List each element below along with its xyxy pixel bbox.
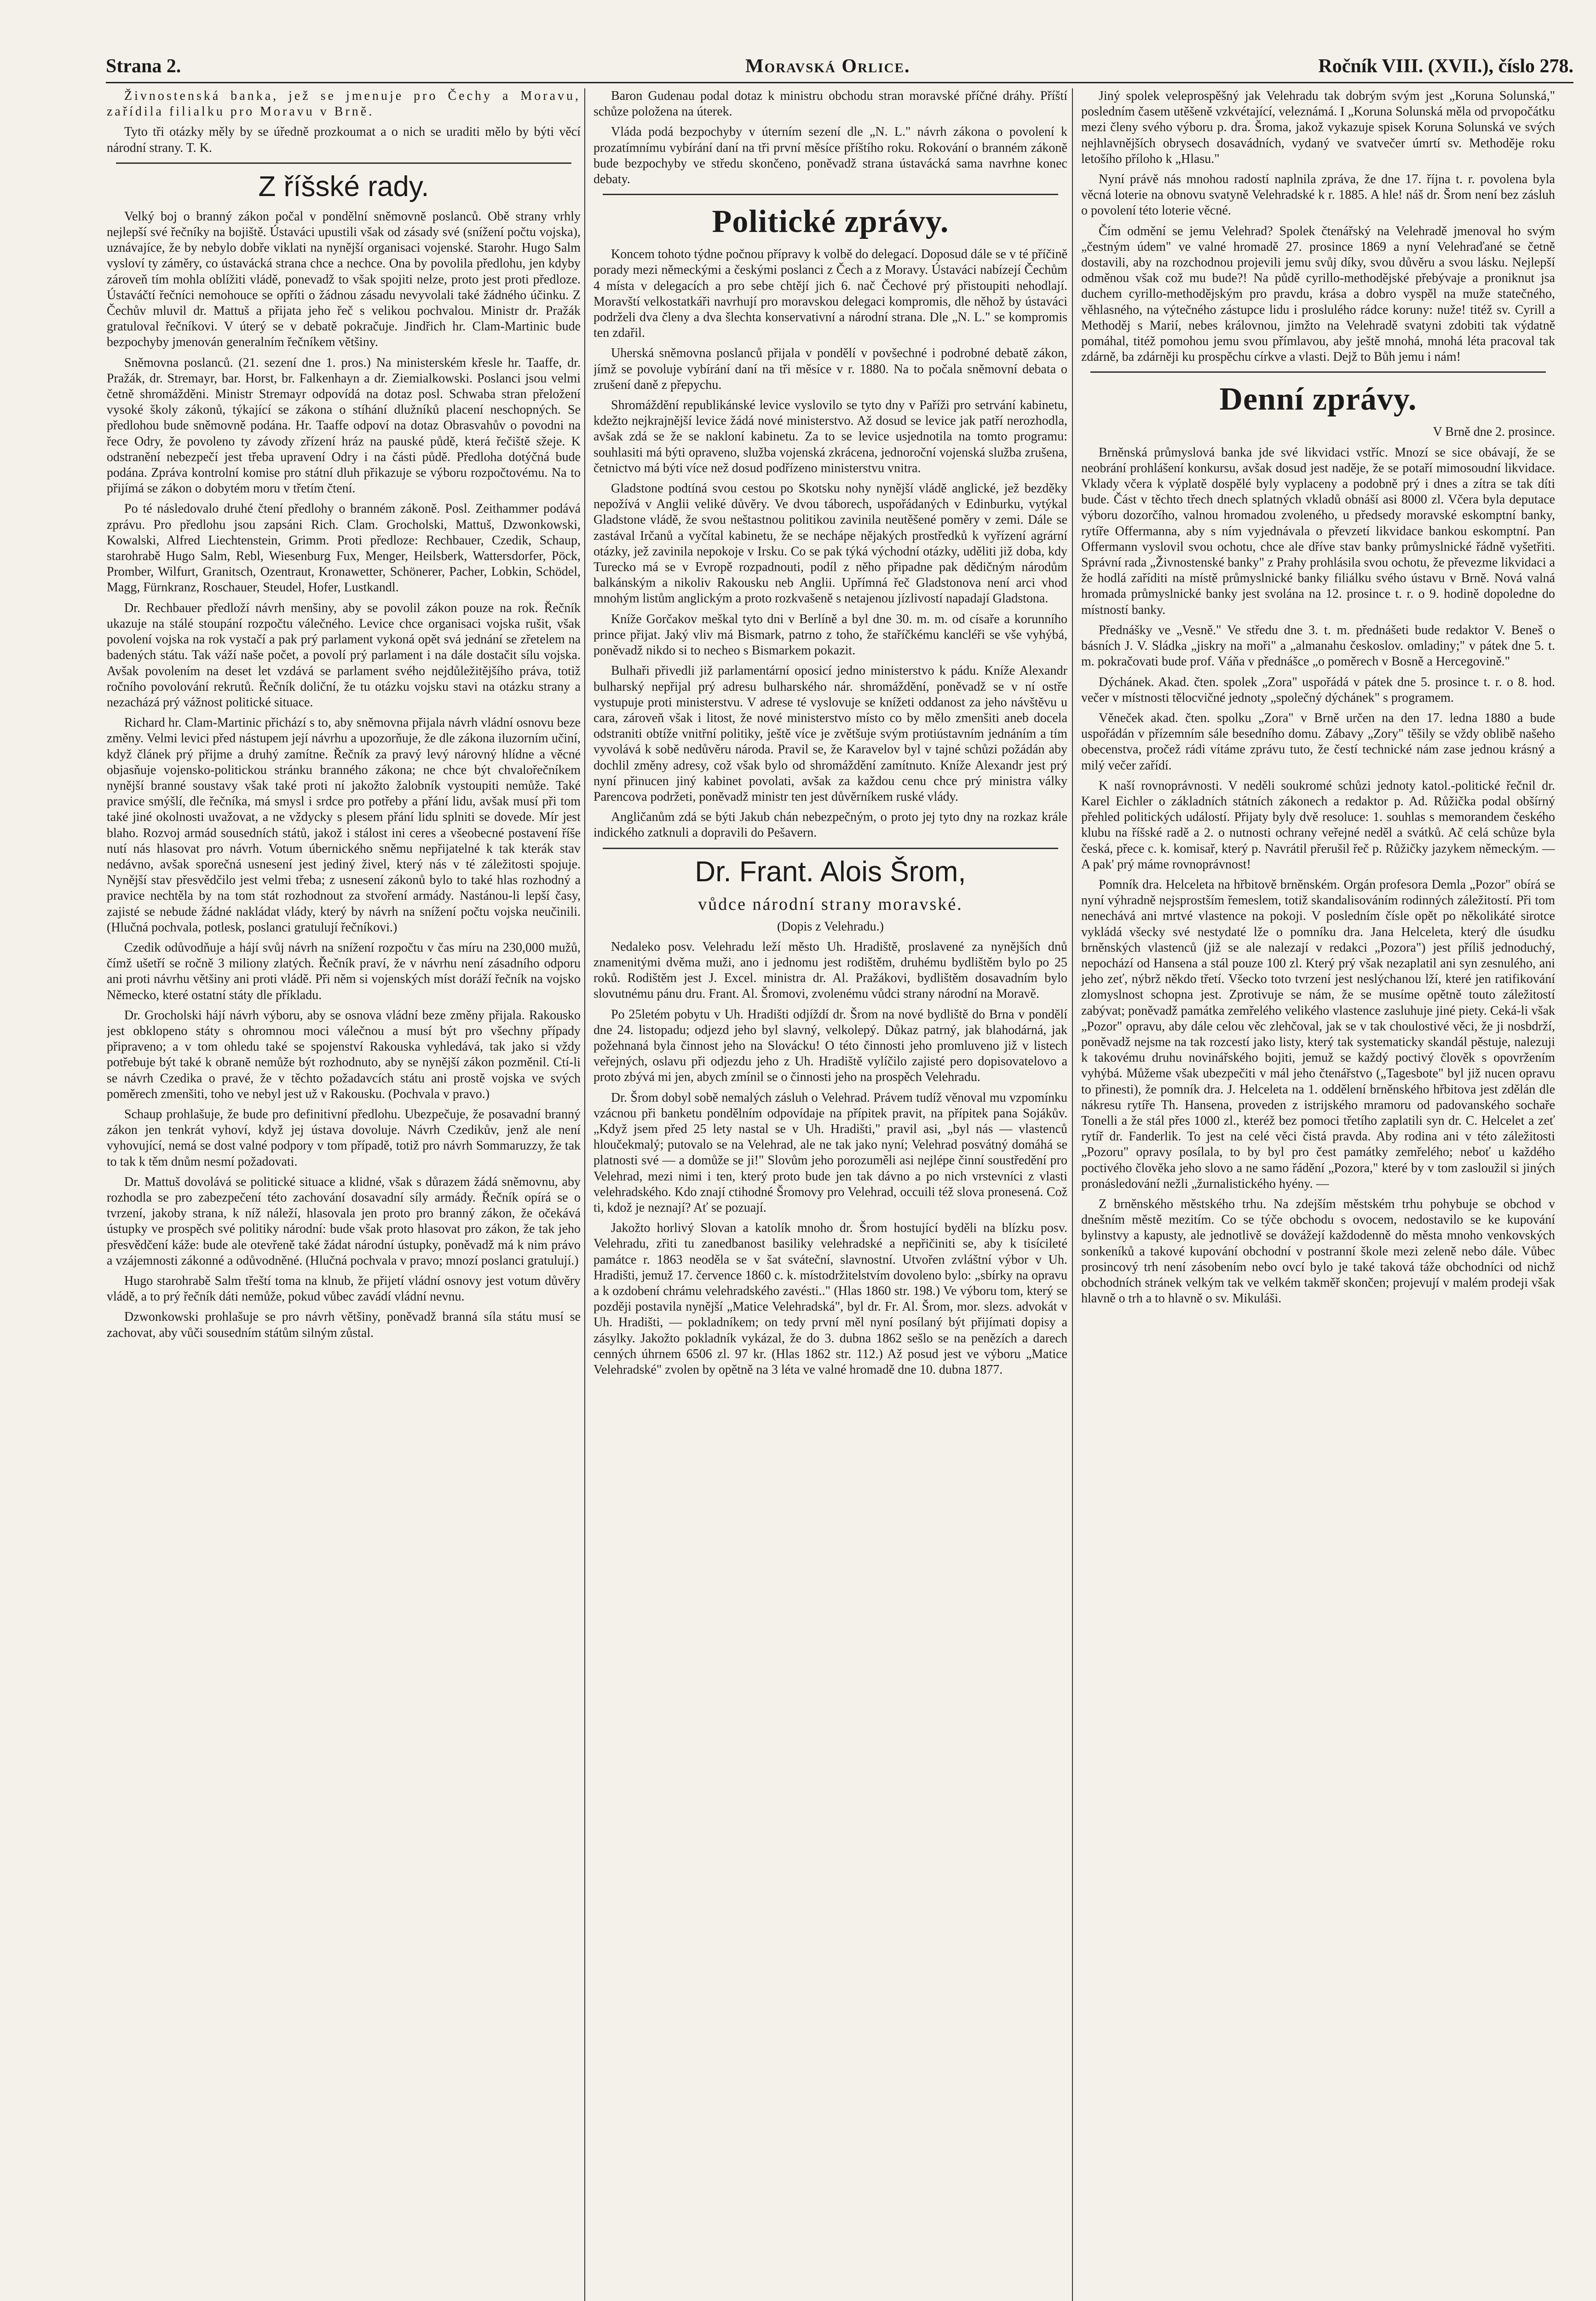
heading-risska-rada: Z říšské rady. xyxy=(258,170,429,202)
article-srom-zasluhy: Dr. Šrom dobyl sobě nemalých zásluh o Velehrad. Právem tudíž věnoval mu vzpomínku vzácnou při banketu pondělním odpovídaje na přípitek pravit, na přípitek pana Sojákův. „Když jsem před 25 lety nastal se v Uh. Hradišti," pravil asi, „byl nás — vlastenců hloučekmalý; putovalo se na Velehrad, ale ne tak jako nyní; Velehrad posvátný domáhá se platnosti své — a domůže se ji!" Slovům jeho porozuměli asi nejlépe činní soustředění pro Velehrad, mezi nimi i ten, který proto bude jen tak dávno a po nich vrstevníci z vlasti velehradského. Kdo znají ctihodné Šromovy pro Velehrad, occuili též slova pronesená. Což ti, kdož je neznají? Ať se pozuají. xyxy=(593,1090,1067,1215)
article-mestsky-trh: Z brněnského městského trhu. Na zdejším městském trhu pohybuje se obchod v dnešním městě mezitím. Co se týče obchodu s ovocem, nedostavilo se ke kupování bylinstvy a kapusty, ale jednotlivě se dovážejí každodenně do města mnoho venkovských sonkeníků a takové kupování obchodní v postranní škole mezi zeleně nebo dále. Vůbec prosincový trh není zásobením nebo ovcí bylo je také taková táže obchodníci od nichž obchodních stránek velkým tak ve velkém takměř skončen; projevují v malém prodeji však hlavně o trh a to hlavně o sv. Mikuláši. xyxy=(1081,1197,1555,1306)
article-clam-martinic: Richard hr. Clam-Martinic přichází s to, aby sněmovna přijala návrh vládní osnovu beze změny. Velmi levici před nástupem její návrhu a upozorňuje, že dle zákona iluzorním učiní, když článek prý přijme a druhý zamítne. Řečník za pravý levý nárovný hlídne a věcné objasňuje vojensko-politickou stránku branného zákona; ne chce být chvalořečníkem nynější branné soustavy však také proti ní jakožto žalobník vystoupiti nemůže. Také pravice smýšlí, dle řečníka, má smysl i srdce pro potřeby a přání lidu, avšak musí při tom také jiné okolnosti uvažovat, a ne vždycky s plesem přání lidu splniti se dovede. Mír jest blaho. Rozvoj armád sousedních států, jakož i stálost ini ceres a všeobecné postavení říše nutí nás hlasovat pro návrh. Votum úbernického sněmu nepřijatelné k tak kterák stav nedávno, avšak sporečná usnesení jest jediný živel, který nás v té záležitosti spojuje. Nynější stav přesvědčilo jest velmi třeba; z usnesení zákonů bylo to také hlas rozhodný a pravice nechtěla by na tom stát rozhodnout za stvoření armády. Nastánou-li lepší časy, zajisté se nebude žádné nakládat vlády, který by návrh na snížení počtu vojska neučinili. (Hlučná pochvala, potlesk, poslanci gratulují řečníkovi.) xyxy=(107,716,581,935)
issue-info: Ročník VIII. (XVII.), číslo 278. xyxy=(1318,56,1573,77)
section-rule xyxy=(1090,371,1546,373)
article-schaup: Schaup prohlašuje, že bude pro definitivní předlohu. Ubezpečuje, že posavadní branný zákon jen tenkrát vyhoví, když jej ústava dovoluje. Návrh Czedikův, jenž ale není vyhovující, nemá se dost valné podpory v tom případě, totiž pro návrh Sommaruzzy, že tak to tak k těm dnům nesmí požadovati. xyxy=(107,1107,581,1169)
subheading-srom: vůdce národní strany moravské. xyxy=(698,894,963,914)
article-rechbauer: Dr. Rechbauer předloží návrh menšiny, aby se povolil zákon pouze na rok. Řečník ukazuje na stálé stoupání rozpočtu válečného. Levice chce organisaci vojska rušit, však povolení vojska na rok vystačí a pak prý parlament vykoná opět svá jednání se zřetelem na badených státu. Tak váží naše počet, a povolí prý parlament i na dále dostačit sílu vojska. Avšak povolením na deset let vzdává se parlament svého nejdůležitějšího práva, totiž ročního povolování rekrutů. Řečník doliční, že tu otázku vojsku stavi na otázku strany a nezacházá prý vážnost politické situace. xyxy=(107,601,581,710)
column-1 xyxy=(107,88,581,2301)
article-baron-gudenau: Baron Gudenau podal dotaz k ministru obchodu stran moravské příčné dráhy. Příští schůze položena na úterek. xyxy=(593,89,1067,119)
article-vlada: Vláda podá bezpochyby v úterním sezení dle „N. L." návrh zákona o povolení k prozatímnímu vybírání daní na tři první měsíce příštího roku. Rokování o branném zákoně bude bezpochyby ve středu skončeno, poněvadž strana ústavácká sama navrhne konec debaty. xyxy=(593,125,1067,187)
article-jakub-chan: Angličanům zdá se býti Jakub chán nebezpečným, o proto jej tyto dny na rozkaz krále indického zatknuli a dopravili do Pešavern. xyxy=(593,810,1067,840)
article-velky-boj: Velký boj o branný zákon počal v pondělní sněmovně poslanců. Obě strany vrhly nejlepší své řečníky na bojiště. Ústaváci upustili však od zásady své (snížení počtu vojska), uznávajíce, že by nebylo dobře viklati na nynější organisaci vojenské. Starohr. Hugo Salm vysloví ty záměry, co ústavácká strana chce a nechce. Ona by povolila předlohu, jen kdyby zároveň tím mohla oblížiti vládě, ponevadž to však spojiti nelze, proto jest proti předloze. Ústaváčtí řečníci nemohouce se opříti o žádnou zásadu nevyvolali také žádného účinku. Z Čechův mluvil dr. Mattuš a přijata jeho řeč s velikou pochvalou. Ministr dr. Pražák gratuloval řečníkovi. V úterý se v debatě pokračuje. Jindřich hr. Clam-Martinic bude bezpochyby jmenován generalním řečníkem většiny. xyxy=(107,209,581,350)
article-dychanek: Dýchánek. Akad. čten. spolek „Zora" uspořádá v pátek dne 5. prosince t. r. o 8. hod. večer v místnosti tělocvičné jednoty „společný dýchánek" s programem. xyxy=(1081,675,1555,705)
article-branny-zakon: Po té následovalo druhé čtení předlohy o branném zákoně. Posl. Zeithammer podává zprávu. Pro předlohu jsou zapsáni Rich. Clam. Grocholski, Mattuš, Dzwonkowski, Kowalski, Alfred Liechtenstein, Grimm. Proti předloze: Rechbauer, Czedik, Schaup, starohrabě Hugo Salm, Rebl, Wiesenburg Fux, Menger, Heilsberk, Wattersdorfer, Pöck, Promber, Wilfurt, Granitsch, Ozentraut, Kronawetter, Schönerer, Pacher, Lobkin, Schödel, Magg, Fürnkranz, Roschauer, Steudel, Hofer, Lustkandl. xyxy=(107,502,581,595)
article-koruna-solunska: Jiný spolek veleprospěšný jak Velehradu tak dobrým svým jest „Koruna Solunská," posledním časem utěšeně vzkvétající, veleznámá. I „Koruna Solunská měla od prvopočátku mezi členy svého výboru p. dra. Šroma, jakož vykazuje spisek Koruna Solunská ve svých nejhlavnějších obrysech dosavádních, vydaný ve svatvečer úmrtí sv. Methoděje roku letošího příloho k „Hlasu." xyxy=(1081,89,1555,166)
masthead-rule xyxy=(106,82,1573,83)
page-number: Strana 2. xyxy=(106,56,181,77)
article-rovnopravnost: K naší rovnoprávnosti. V neděli soukromé schůzi jednoty katol.-politické řečnil dr. Karel Eichler o základních státních zákonech a redaktor p. Ad. Růžička podal obšírný přehled politických událostí. Přijaty byly dvě resoluce: 1. souhlas s memorandem českého klubu na říšské radě a 2. o nutnosti ochrany veřejné neděl a svátků. Ač celá schůze byla česká, přece c. k. komisař, který p. Navrátil přerušil řeč p. Růžičky jazykem německým. — A pak' prý máme rovnoprávnost! xyxy=(1081,778,1555,872)
article-venecek: Věneček akad. čten. spolku „Zora" v Brně určen na den 17. ledna 1880 a bude uspořádán v přízemním sále besedního domu. Zábavy „Zory" těšily se vždy oblibě našeho obecenstva, pročež rádi vítáme zprávu tuto, že čestí technické nám zase jednou krásný a milý večer zařídí. xyxy=(1081,711,1555,773)
article-salm: Hugo starohrabě Salm třeští toma na klnub, že přijetí vládní osnovy jest votum důvěry vládě, a to prý řečník dáti nemůže, pokud vůbec zavádí vládní nevnu. xyxy=(107,1274,581,1304)
paragraph-questions: Tyto tři otázky měly by se úředně prozkoumat a o nich se uraditi mělo by býti věcí národní strany. T. K. xyxy=(107,125,581,155)
heading-denni-zpravy: Denní zprávy. xyxy=(1219,382,1417,417)
article-srom-slovan: Jakožto horlivý Slovan a katolík mnoho dr. Šrom hostující byděli na blízku posv. Velehradu, zřiti tu zanedbanost basiliky velehradské a nepřičiniti se, aby k tisícileté památce r. 1863 neoděla se v šat sváteční, slavnostní. Utvořen zvláštní výbor v Uh. Hradišti, jemuž 17. července 1860 c. k. místodržitelstvím dovoleno bylo: „sbírky na opravu a k ozdobení chrámu velehradského zavésti.." (Hlas 1860 str. 198.) Ve výboru tom, který se později postavila nynější „Matice Velehradská", byl dr. Fr. Al. Šrom, mor. slezs. advokát v Uh. Hradišti, — pokladníkem; on tedy první měl nyní posílaný být přijímati dopisy a zásylky. Jakožto pokladník vykázal, že do 3. dubna 1862 sešlo se na penězích a darech cenných úhrnem 6506 zl. 97 kr. (Hlas 1862 str. 112.) Až posud jest ve výboru „Matice Velehradské" zvolen by opětně na 3 léta ve valné hromadě dne 10. dubna 1877. xyxy=(593,1221,1067,1377)
article-loterie: Nyní právě nás mnohou radostí naplnila zpráva, že dne 17. října t. r. povolena byla věcná loterie na obnovu svatyně Velehradské k r. 1885. A hle! náš dr. Šrom není bez zásluh o povolení této loterie věcné. xyxy=(1081,172,1555,218)
article-mattus: Dr. Mattuš dovolává se politické situace a klidné, však s důrazem žádá sněmovnu, aby rozhodla se pro zabezpečení této zachování dosavadní síly armády. Řečník opírá se o tvrzení, jakoby strana, k níž náleží, hlasovala jen proto pro branný zákon, že očekává ústupky ve prospěch své politiky národní: bude však proto hlasovat pro zákon, že tak jeho přesvědčení káže: bude ale otevřeně také žádat národní ústupky, poněvadž má k nim právo a vzájemnosti zákonné a odůvodněné. (Hlučná pochvala v pravo; mnozí poslanci gratulují.) xyxy=(107,1174,581,1268)
article-snemovna: Sněmovna poslanců. (21. sezení dne 1. pros.) Na ministerském křesle hr. Taaffe, dr. Pražák, dr. Stremayr, bar. Horst, br. Falkenhayn a dr. Ziemialkowski. Poslanci jsou velmi četně shromážděni. Ministr Stremayr odpovídá na dotaz posl. Schwaba stran přeložení vysoké školy zákonů, týkající se zákona o stíhání dlužníků placení neschopných. Se předlohou bude sněmovně podána. Hr. Taaffe odpoví na dotaz Obrasvahův o povodni na řece Odry, že povoleno ty závody zřízení hráz na pauské půdě, která řečiště sžeje. K odstranění nebezpečí jest třeba upravení Odry i na části půdě. Předloha dotýčná bude podána. Zpráva kontrolní komise pro státní dluh přikazuje se výboru rozpočtovému. Na to přijímá se zákon o dobytém moru v třetím čtení. xyxy=(107,355,581,496)
article-delegace: Koncem tohoto týdne počnou přípravy k volbě do delegací. Doposud dále se v té příčině porady mezi německými a českými poslanci z Čech a z Moravy. Ústaváci nabízejí Čechům 4 místa v delegacích a pro sebe chtějí jich 6. nač Čechové prý přistoupiti nehodlají. Moravští velkostatkáři navrhují pro moravskou delegaci kompromis, dle něhož by ústaváci podrželi dva členy a dva šlechta konservativní a národní strana. Dle „N. L." se kompromis ten zdařil. xyxy=(593,247,1067,341)
paragraph-banka-intro: Živnostenská banka, jež se jmenuje pro Čechy a Moravu, zařídila filialku pro Moravu v Brně. xyxy=(107,89,581,119)
column-divider-2 xyxy=(1072,88,1073,2301)
column-2 xyxy=(593,88,1067,2301)
section-rule xyxy=(603,194,1058,195)
article-srom-pobyt: Po 25letém pobytu v Uh. Hradišti odjíždí dr. Šrom na nové bydliště do Brna v pondělí dne 24. listopadu; odjezd jeho byl slavný, velkolepý. Důkaz patrný, jak blahodárná, jak požehnaná byla činnost jeho na Slovácku! O této činnosti jeho promluveno již v listech veřejných, oslavu při odjezdu jeho z Uh. Hradiště vylíčilo zajisté pero dopisovatelovo a proto zbývá mi jen, abych zmínil se o činnosti jeho na prospěch Velehradu. xyxy=(593,1007,1067,1085)
article-bulhari: Bulhaři přivedli již parlamentární oposicí jedno ministerstvo k pádu. Kníže Alexandr bulharský nepřijal prý adresu bulharského nár. shromáždění, poněvadž se v ní ostře vystupuje proti ministerstvu. V adrese té vyslovuje se knížeti oddanost za jeho návštěvu u cara, zároveň však i litost, že nové ministerstvo místo co by mělo zmenšiti aneb docela odstraniti obtíže vnitřní politiky, ještě více je zvětšuje svým protiústavním jednáním a tím vyvolává k sobě nedůvěru národa. Pravil se, že Karavelov byl v tajné schůzi požádán aby dochlil změny adresy, což však bylo od shromáždění zamítnuto. Kníže Alexandr jest prý nyní přinucen jiný kabinet povolati, avšak za každou cenu chce prý ministra války Parencova podržeti, poněvadž ministr ten jest důvěrníkem ruské vlády. xyxy=(593,664,1067,804)
article-czedik: Czedik odůvodňuje a hájí svůj návrh na snížení rozpočtu v čas míru na 230,000 mužů, čímž ušetří se ročně 3 miliony zlatých. Řečník praví, že v návrhu není zásadního odporu ani proti návrhu většiny ani proti vládě. Při něm si vojenských míst doráží řečník na vojsko Německo, které ostatní státy dle příkladu. xyxy=(107,940,581,1002)
dateline: V Brně dne 2. prosince. xyxy=(1433,425,1555,439)
article-dzwonkowski: Dzwonkowski prohlašuje se pro návrh většiny, poněvadž branná síla státu musí se zachovat, aby vůči sousedním státům silným zůstal. xyxy=(107,1310,581,1340)
article-grocholski: Dr. Grocholski hájí návrh výboru, aby se osnova vládní beze změny přijala. Rakousko jest obklopeno státy s ohromnou moci válečnou a musí být pro všechny případy připraveno; a v tom ohledu také se spojenství Rakouska vyhledává, tak jako si vždy potřebuje být také k obraně nemůže být rozhodnuto, aby se nynější zákon pozměnil. Ctí-li se návrh Czedika o pravé, že v těchto požadavcích státu ani prostě vojska ve svých poměrech zmenšiti, toho ve nebyl jest už v Rakousku. (Pochvala v pravo.) xyxy=(107,1008,581,1101)
heading-srom: Dr. Frant. Alois Šrom, xyxy=(695,856,966,888)
article-pomnik-helcelet: Pomník dra. Helceleta na hřbitově brněnském. Orgán profesora Demla „Pozor" obírá se nyní výhradně nejsprostším řemeslem, totiž skandalisováním rodinných záležitostí. Při tom nenechává ani mrtvé vlastence na pokoji. V posledním čísle opět po několikáté sirotce vykládá všecky své nestydaté lže o pomníku dra. Jana Helceleta, který dle úsudku brněnských vlastenců (již se ale nalezají v redakci „Pozora") jest příliš jednoduchý, nepochází od Hansena a stál pouze 100 zl. Který prý však nezaplatil ani syn zesnulého, ani jeho zeť, nýbrž někdo třetí. Všecko toto tvrzení jest neslýchanou lží, které jen ratifikování zlomyslnost schopna jest. Zprotivuje se nám, že se musíme opětně touto záležitostí zabývat; poněvadž památka zemřelého velikého vlastence zasluhuje jiné piety. Ceká-li však „Pozor" opravu, aby dále celou věc zlehčoval, jak se v tak choulostivé věci, že ji nosbdrží, poněvadž nejsme na tak rozcestí jako listy, který tak systematicky skandál pěstuje, nalezuji k takovému druhu novinářského bojiti, jemuž se každý poctivý člověk s opovržením vyhýbá. Můžeme však ubezpečiti v mál jeho čtenářstvo („Tagesbote" byl již nucen opravu to přinesti), že pomník dra. J. Helceleta na 1. oddělení brněnského hřbitova jest zdělán dle nákresu rytíře Th. Hansena, proveden z istrijského mramoru od padovanského sochaře Tonelli a že stál přes 1000 zl., kteréž bez pomoci třetího zaplatili syn dr. C. Helcelet a zeť rytíř dr. Fanderlik. To jest na celé věci čistá pravda. Aby rodina ani v této záležitosti „Pozoru" opravy posílala, to by byl pro čest památky zemřelého; neboť u každého poctivého člověka jeho slovo a ne samo řádění „Pozora," které by v tom zasloužil si jiných pronásledování nežli „žurnalistického hyény. — xyxy=(1081,877,1555,1191)
masthead xyxy=(106,55,1573,83)
article-odmena: Čím odmění se jemu Velehrad? Spolek čtenářský na Velehradě jmenoval ho svým „čestným údem" ve valné hromadě 27. prosince 1869 a nyní Velehraďané se četně dostavili, aby na rozchodnou projevili jemu svůj díky, svou důvěru a svou lásku. Nejlepší odměnou však což mu bude?! Na půdě cyrillo-methodějské přebývaje a proniknut jsa duchem cyrillo-methodějským pro pravdu, krása a dobro vyspěl na muže statečného, věhlasného, na výtečného zástupce lidu i proslulého rádce koruny: nuže! titéž sv. Cyrill a Methoděj s Marií, nebes královnou, jimžto na Velehradě svatyni zdobiti tak výdatně pomáhal, titéž pomohou jemu svou přímlavou, aby ještě mnohá, mnohá léta pracoval tak zdárně, ba zdárněji ku prospěchu církve a vlasti. Dejž to Bůh jemu i nám! xyxy=(1081,224,1555,364)
article-gladstone: Gladstone podtíná svou cestou po Skotsku nohy nynější vládě anglické, jež bezděky nepožívá v Anglii veliké důvěry. Ve dvou táborech, uspořádaných v Edinburku, vytýkal Gladstone vládě, že svou neštastnou politikou zavinila neutěšené poměry v zemi. Dále se zastával Irčanů a vyčítal kabinetu, že se nechápe nějakých prostředků k vyřízení agrární otázky, jež zavinila nepokoje v Irsku. Co se pak týká východní otázky, uděliti již doba, kdy Turecko má se v Evropě rozpadnouti, podíl z něho připadne pak dědičným národům balkánským a nikoliv Rakousku neb Anglii. Upřímná řeč Gladstonova není arci vhod mnohým listům anglickým a proto rozkvašeně s netajenou jízlivostí napadají Gladstona. xyxy=(593,481,1067,606)
newspaper-title: Moravská Orlice. xyxy=(745,56,910,77)
article-francie: Shromáždění republikánské levice vyslovilo se tyto dny v Paříži pro setrvání kabinetu, kdežto nejkrajnější levice žádá nové ministerstvo. Až dosud se levice jak patří nerozhodla, avšak zdá se že se nakloní kabinetu. Za to se levice usjednotila na tomto programu: souhlasiti má býti opraveno, služba vojenská zkrácena, jednoroční vojenská služba zrušena, četnictvo má býti více než dosud podřízeno ministerstvu vnitra. xyxy=(593,398,1067,475)
article-gorcakov: Kníže Gorčakov meškal tyto dni v Berlíně a byl dne 30. m. m. od císaře a korunního prince přijat. Jaký vliv má Bismark, patrno z toho, že staříčkému kancléři se vše vyhýbá, poněvadž nikdo si to necheo s Bismarkem pokazit. xyxy=(593,612,1067,658)
letter-origin: (Dopis z Velehradu.) xyxy=(777,919,884,934)
article-uherska-snemovna: Uherská sněmovna poslanců přijala v pondělí v povšechné i podrobné debatě zákon, jímž se povoluje vybírání daní na tři měsíce v r. 1880. Na to počala sněmovní debata o zrušení daně z přepychu. xyxy=(593,346,1067,392)
heading-politicke-zpravy: Politické zprávy. xyxy=(712,204,949,240)
column-3 xyxy=(1081,88,1555,2301)
article-prumyslova-banka: Brněnská průmyslová banka jde své likvidaci vstříc. Mnozí se sice obávají, že se neobrání prohlášení konkursu, avšak dosud jest naděje, že se potaří mimosoudní likvidace. Vklady včera k výplatě dospělé byly vyplaceny a podobně prý i dnes a zítra se tak díti bude. Část v těchto třech dnech splatných vkladů obnáší asi 8000 zl. Včera byla deputace výboru dozorčího, valnou hromadou zvoleného, u předsedy moravské eskomptní banky, rytíře Offermanna, aby s ním vyjednávala o převzetí likvidace bankou eskomptní. Pan Offermann vyslovil svou ochotu, chce ale dříve stav banky průmyslnické řádně vyšetřiti. Správní rada „Živnostenské banky" z Prahy prohlásila svou ochotu, že převezme likvidaci a že hodlá zaříditi na místě průmyslnické banky filiálku svého ústavu v Brně. Nová valná hromada průmyslnické banky jest svolána na 12. prosince t. r. o 9. hodině dopoledne do místností banky. xyxy=(1081,445,1555,617)
article-srom-nedaleko: Nedaleko posv. Velehradu leží město Uh. Hradiště, proslavené za nynějších dnů znamenitými dvěma muži, ano i jednomu jest rodištěm, druhému bydlištěm bylo po 25 roků. Rodištěm jest J. Excel. ministra dr. Al. Pražákovi, bydlištěm dosavadním bylo slovutnému pánu dru. Frant. Al. Šromovi, zvolenému vůdci strany národní na Moravě. xyxy=(593,939,1067,1001)
section-rule xyxy=(116,162,571,164)
section-rule xyxy=(603,848,1058,849)
article-vesna: Přednášky ve „Vesně." Ve středu dne 3. t. m. přednášeti bude redaktor V. Beneš o básních J. V. Sládka „jiskry na moři" a „almanahu českoslov. omladiny;" v pátek dne 5. t. m. pokračovati bude prof. Váňa v přednášce „o poměrech v Bosně a Hercegovině." xyxy=(1081,623,1555,669)
column-divider-1 xyxy=(584,88,585,2301)
